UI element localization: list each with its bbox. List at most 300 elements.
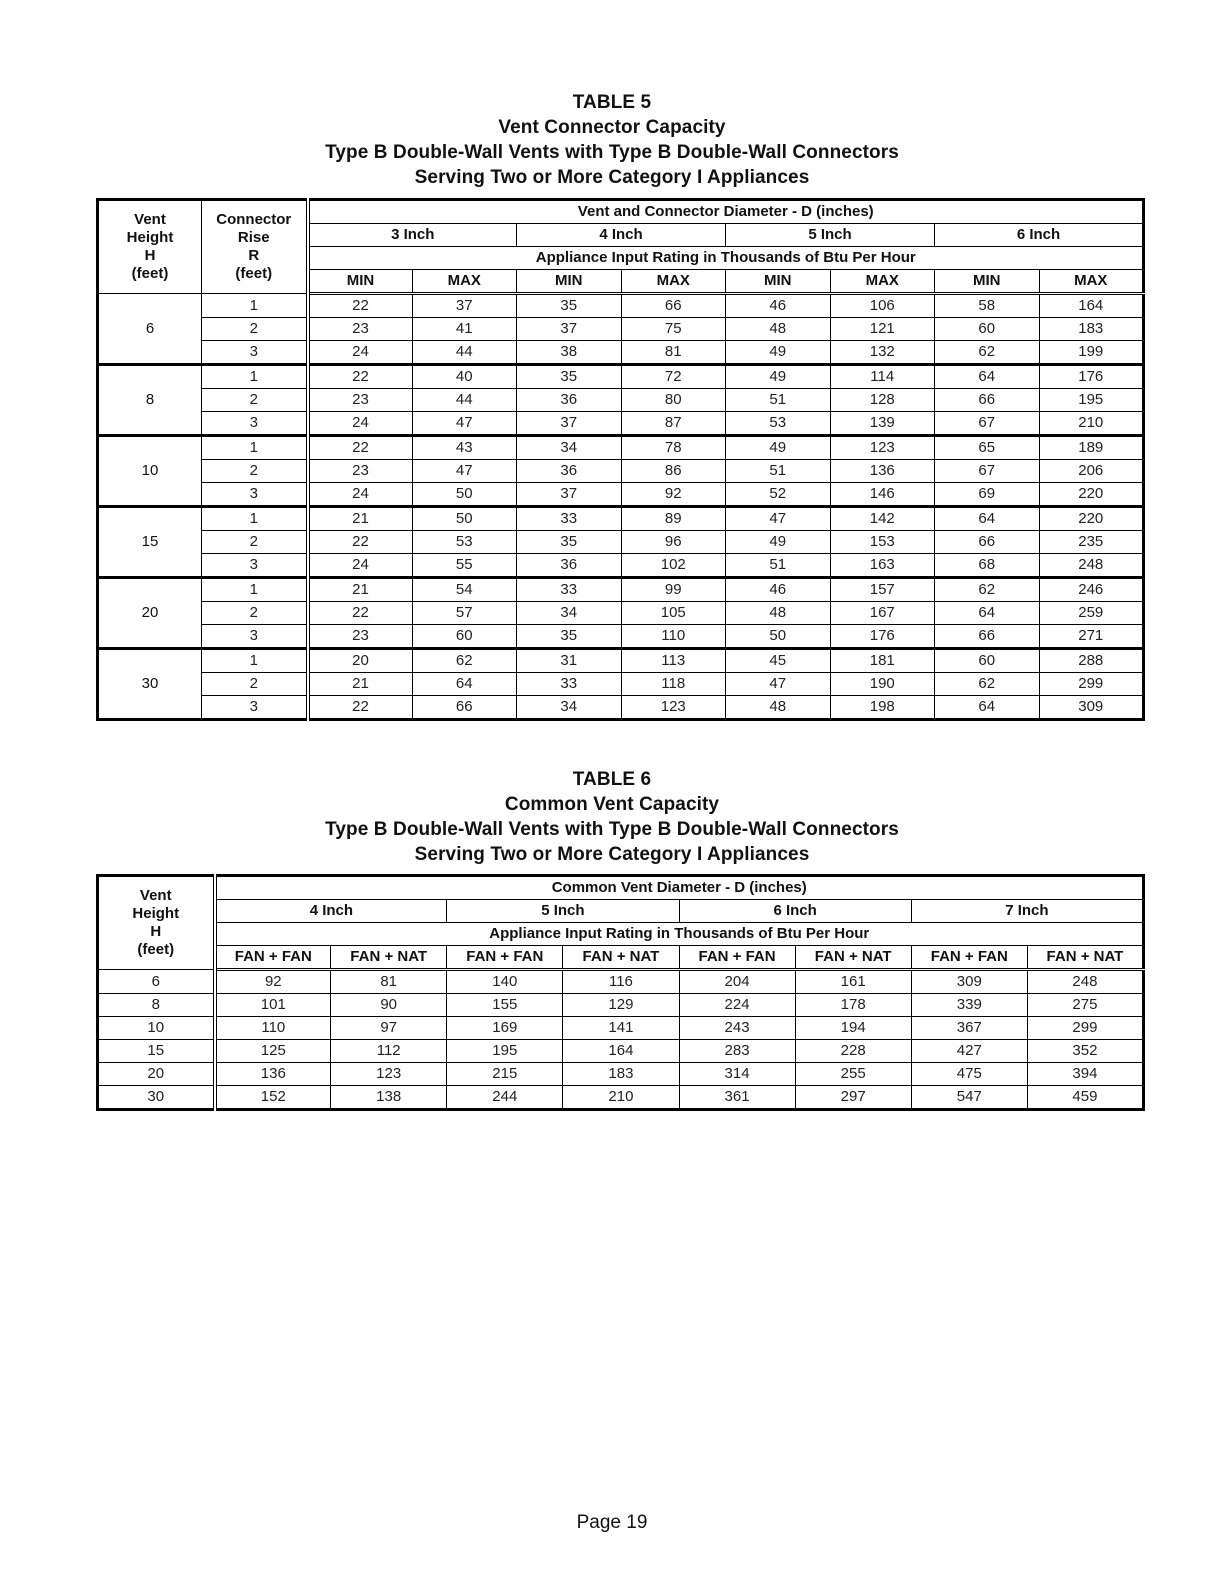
- table-row: [98, 389, 1144, 412]
- table6-diameter-label: 5 Inch: [447, 900, 679, 923]
- table-cell: 243: [679, 1017, 795, 1040]
- table-cell: 114: [830, 365, 935, 389]
- table-cell: 64: [935, 365, 1040, 389]
- table-cell: 24: [308, 554, 413, 578]
- table-cell: 69: [935, 483, 1040, 507]
- table-cell: 224: [679, 994, 795, 1017]
- table-row: [98, 483, 1144, 507]
- table-cell: 235: [1039, 531, 1144, 554]
- table5-body: [98, 294, 1144, 720]
- table-cell: 153: [830, 531, 935, 554]
- table5-header-row: [98, 200, 1144, 224]
- table-cell: 49: [726, 531, 831, 554]
- table-cell: 92: [621, 483, 726, 507]
- table-cell: 283: [679, 1040, 795, 1063]
- table6-subcol-row: [98, 946, 1144, 970]
- table-cell: 37: [412, 294, 517, 318]
- vent-height-cell: 30: [98, 649, 202, 720]
- table5-diameter-label: 6 Inch: [935, 224, 1144, 247]
- table-cell: 199: [1039, 341, 1144, 365]
- table5-subcol-label: MAX: [621, 270, 726, 294]
- table6-rating-header: Appliance Input Rating in Thousands of Btu Per Hour: [215, 923, 1144, 946]
- table-cell: 123: [621, 696, 726, 720]
- table5-diameter-label: 4 Inch: [517, 224, 726, 247]
- table-row: [98, 294, 1144, 318]
- table-cell: 176: [830, 625, 935, 649]
- table-cell: 36: [517, 460, 622, 483]
- table-cell: 44: [412, 389, 517, 412]
- vent-height-cell: 10: [98, 436, 202, 507]
- table-cell: 309: [1039, 696, 1144, 720]
- table-cell: 113: [621, 649, 726, 673]
- table-cell: 64: [935, 696, 1040, 720]
- table6-header-row: [98, 876, 1144, 900]
- header-line: Rise: [237, 229, 270, 246]
- table6-common-vent-capacity: [96, 874, 1145, 1111]
- page-number: Page 19: [576, 1512, 648, 1533]
- table-cell: 220: [1039, 483, 1144, 507]
- table-row: [98, 970, 1144, 994]
- table-cell: 43: [412, 436, 517, 460]
- table-cell: 157: [830, 578, 935, 602]
- table-row: [98, 318, 1144, 341]
- connector-rise-cell: 1: [202, 649, 308, 673]
- table-cell: 66: [412, 696, 517, 720]
- table-cell: 40: [412, 365, 517, 389]
- table-cell: 475: [911, 1063, 1027, 1086]
- connector-rise-cell: 1: [202, 294, 308, 318]
- table-cell: 52: [726, 483, 831, 507]
- table-cell: 132: [830, 341, 935, 365]
- table-cell: 60: [935, 318, 1040, 341]
- table6-diameter-label: 4 Inch: [215, 900, 447, 923]
- table-cell: 123: [331, 1063, 447, 1086]
- table-cell: 34: [517, 436, 622, 460]
- table-row: [98, 578, 1144, 602]
- table-cell: 47: [412, 412, 517, 436]
- table-cell: 60: [412, 625, 517, 649]
- table-cell: 48: [726, 696, 831, 720]
- table5-title-line: Type B Double-Wall Vents with Type B Double-Wall Connectors: [325, 142, 899, 163]
- connector-rise-cell: 3: [202, 483, 308, 507]
- table-cell: 58: [935, 294, 1040, 318]
- vent-height-cell: 10: [98, 1017, 215, 1040]
- table-cell: 102: [621, 554, 726, 578]
- table-cell: 24: [308, 412, 413, 436]
- table-cell: 64: [412, 673, 517, 696]
- table6-title: [0, 767, 1224, 867]
- table-cell: 44: [412, 341, 517, 365]
- table-cell: 220: [1039, 507, 1144, 531]
- table-cell: 194: [795, 1017, 911, 1040]
- table6-rating-row: [98, 923, 1144, 946]
- table-cell: 47: [412, 460, 517, 483]
- table-cell: 459: [1027, 1086, 1143, 1110]
- connector-rise-cell: 2: [202, 389, 308, 412]
- table-cell: 155: [447, 994, 563, 1017]
- table-cell: 20: [308, 649, 413, 673]
- table-cell: 21: [308, 578, 413, 602]
- header-line: (feet): [131, 265, 169, 282]
- table-cell: 22: [308, 294, 413, 318]
- table5-diameter-label: 3 Inch: [308, 224, 517, 247]
- vent-height-cell: 20: [98, 578, 202, 649]
- table-cell: 72: [621, 365, 726, 389]
- table-cell: 246: [1039, 578, 1144, 602]
- table6-subcol-label: FAN + NAT: [795, 946, 911, 970]
- table-cell: 128: [830, 389, 935, 412]
- connector-rise-cell: 1: [202, 578, 308, 602]
- table-cell: 169: [447, 1017, 563, 1040]
- table-cell: 146: [830, 483, 935, 507]
- table-cell: 23: [308, 625, 413, 649]
- header-line: (feet): [235, 265, 273, 282]
- table-cell: 309: [911, 970, 1027, 994]
- table-row: [98, 436, 1144, 460]
- table-cell: 152: [215, 1086, 331, 1110]
- vent-height-cell: 30: [98, 1086, 215, 1110]
- table-row: [98, 649, 1144, 673]
- table-cell: 23: [308, 389, 413, 412]
- table-cell: 49: [726, 365, 831, 389]
- table-cell: 297: [795, 1086, 911, 1110]
- table6-body: [98, 970, 1144, 1110]
- table-cell: 352: [1027, 1040, 1143, 1063]
- table-cell: 163: [830, 554, 935, 578]
- header-line: (feet): [137, 941, 175, 958]
- table6-diameter-label: 7 Inch: [911, 900, 1143, 923]
- table-cell: 50: [412, 483, 517, 507]
- table-cell: 167: [830, 602, 935, 625]
- table-cell: 53: [412, 531, 517, 554]
- table5-diameter-label: 5 Inch: [726, 224, 935, 247]
- vent-height-cell: 20: [98, 1063, 215, 1086]
- table-cell: 34: [517, 602, 622, 625]
- table-cell: 64: [935, 602, 1040, 625]
- table-cell: 22: [308, 365, 413, 389]
- connector-rise-cell: 1: [202, 436, 308, 460]
- table-cell: 48: [726, 318, 831, 341]
- table-cell: 35: [517, 531, 622, 554]
- table-cell: 142: [830, 507, 935, 531]
- vent-height-cell: 8: [98, 994, 215, 1017]
- table-cell: 24: [308, 483, 413, 507]
- table6-title-line: Type B Double-Wall Vents with Type B Double-Wall Connectors: [325, 819, 899, 840]
- table-cell: 97: [331, 1017, 447, 1040]
- table-row: [98, 460, 1144, 483]
- table5-rating-header: Appliance Input Rating in Thousands of Btu Per Hour: [308, 247, 1144, 270]
- table5-subcol-label: MIN: [517, 270, 622, 294]
- table-cell: 67: [935, 412, 1040, 436]
- table-cell: 45: [726, 649, 831, 673]
- table6-title-line: TABLE 6: [572, 769, 652, 790]
- table-cell: 38: [517, 341, 622, 365]
- table5-title-line: TABLE 5: [572, 92, 652, 113]
- table-cell: 123: [830, 436, 935, 460]
- table-cell: 176: [1039, 365, 1144, 389]
- table5-subcol-label: MAX: [1039, 270, 1144, 294]
- table-cell: 75: [621, 318, 726, 341]
- table-row: [98, 1086, 1144, 1110]
- table6-title-line: Common Vent Capacity: [504, 794, 720, 815]
- vent-height-cell: 15: [98, 1040, 215, 1063]
- table5-title: [0, 90, 1224, 190]
- table-row: [98, 554, 1144, 578]
- connector-rise-cell: 2: [202, 318, 308, 341]
- table5-vent-height-header: [98, 200, 202, 294]
- table6-subcol-label: FAN + NAT: [563, 946, 679, 970]
- table-cell: 248: [1027, 970, 1143, 994]
- table-cell: 139: [830, 412, 935, 436]
- header-line: Height: [126, 229, 174, 246]
- table-cell: 51: [726, 460, 831, 483]
- table-cell: 244: [447, 1086, 563, 1110]
- table6-vent-height-header: [98, 876, 215, 970]
- table-cell: 49: [726, 436, 831, 460]
- table-cell: 37: [517, 483, 622, 507]
- table-cell: 33: [517, 673, 622, 696]
- header-line: R: [248, 247, 260, 264]
- table-cell: 248: [1039, 554, 1144, 578]
- table-cell: 22: [308, 696, 413, 720]
- header-line: Vent: [134, 211, 166, 228]
- table-cell: 118: [621, 673, 726, 696]
- table5-subcol-label: MAX: [412, 270, 517, 294]
- table-cell: 210: [1039, 412, 1144, 436]
- table6-diameter-row: [98, 900, 1144, 923]
- connector-rise-cell: 3: [202, 696, 308, 720]
- connector-rise-cell: 2: [202, 673, 308, 696]
- table-cell: 136: [215, 1063, 331, 1086]
- table6-subcol-label: FAN + FAN: [447, 946, 563, 970]
- table-cell: 50: [412, 507, 517, 531]
- table-cell: 66: [935, 389, 1040, 412]
- table-cell: 101: [215, 994, 331, 1017]
- connector-rise-cell: 2: [202, 531, 308, 554]
- table5-connector-rise-header: [202, 200, 308, 294]
- connector-rise-cell: 3: [202, 341, 308, 365]
- table-cell: 195: [447, 1040, 563, 1063]
- table-cell: 35: [517, 294, 622, 318]
- table-cell: 21: [308, 673, 413, 696]
- connector-rise-cell: 2: [202, 602, 308, 625]
- table-cell: 105: [621, 602, 726, 625]
- table5-title-line: Vent Connector Capacity: [498, 117, 726, 138]
- table-cell: 47: [726, 507, 831, 531]
- table6-subcol-label: FAN + NAT: [331, 946, 447, 970]
- table-cell: 299: [1039, 673, 1144, 696]
- table-cell: 22: [308, 531, 413, 554]
- table-cell: 55: [412, 554, 517, 578]
- table-cell: 33: [517, 578, 622, 602]
- table-cell: 67: [935, 460, 1040, 483]
- table-cell: 36: [517, 554, 622, 578]
- table-cell: 367: [911, 1017, 1027, 1040]
- table-cell: 161: [795, 970, 911, 994]
- connector-rise-cell: 1: [202, 507, 308, 531]
- table6-subcol-label: FAN + FAN: [679, 946, 795, 970]
- table-cell: 129: [563, 994, 679, 1017]
- table-cell: 189: [1039, 436, 1144, 460]
- table-cell: 204: [679, 970, 795, 994]
- table-row: [98, 1040, 1144, 1063]
- connector-rise-cell: 3: [202, 412, 308, 436]
- table-cell: 206: [1039, 460, 1144, 483]
- table6-title-line: Serving Two or More Category I Appliances: [414, 844, 810, 865]
- table-cell: 89: [621, 507, 726, 531]
- table-cell: 62: [935, 673, 1040, 696]
- table5-subcol-label: MIN: [726, 270, 831, 294]
- table-cell: 210: [563, 1086, 679, 1110]
- table-cell: 275: [1027, 994, 1143, 1017]
- table-cell: 51: [726, 389, 831, 412]
- table6-subcol-label: FAN + FAN: [911, 946, 1027, 970]
- vent-height-cell: 6: [98, 294, 202, 365]
- table-row: [98, 625, 1144, 649]
- table-cell: 181: [830, 649, 935, 673]
- table-cell: 121: [830, 318, 935, 341]
- table-cell: 140: [447, 970, 563, 994]
- table-cell: 125: [215, 1040, 331, 1063]
- table-cell: 99: [621, 578, 726, 602]
- table5-diameter-header: Vent and Connector Diameter - D (inches): [308, 200, 1144, 224]
- table-cell: 50: [726, 625, 831, 649]
- table-cell: 41: [412, 318, 517, 341]
- table-cell: 314: [679, 1063, 795, 1086]
- table-cell: 35: [517, 625, 622, 649]
- table5-title-line: Serving Two or More Category I Appliances: [414, 167, 810, 188]
- vent-height-cell: 15: [98, 507, 202, 578]
- table-cell: 65: [935, 436, 1040, 460]
- table-row: [98, 673, 1144, 696]
- connector-rise-cell: 1: [202, 365, 308, 389]
- table-cell: 228: [795, 1040, 911, 1063]
- table-cell: 427: [911, 1040, 1027, 1063]
- table-cell: 299: [1027, 1017, 1143, 1040]
- vent-height-cell: 6: [98, 970, 215, 994]
- table-cell: 37: [517, 412, 622, 436]
- table6-subcol-label: FAN + FAN: [215, 946, 331, 970]
- table-cell: 37: [517, 318, 622, 341]
- table-cell: 22: [308, 436, 413, 460]
- table-row: [98, 602, 1144, 625]
- table-cell: 178: [795, 994, 911, 1017]
- table-cell: 49: [726, 341, 831, 365]
- table-cell: 198: [830, 696, 935, 720]
- table-cell: 62: [935, 578, 1040, 602]
- connector-rise-cell: 3: [202, 625, 308, 649]
- table-cell: 183: [563, 1063, 679, 1086]
- table-row: [98, 1063, 1144, 1086]
- table-row: [98, 412, 1144, 436]
- table-cell: 141: [563, 1017, 679, 1040]
- table-cell: 164: [563, 1040, 679, 1063]
- table-cell: 62: [935, 341, 1040, 365]
- table-cell: 78: [621, 436, 726, 460]
- table5-subcol-label: MIN: [935, 270, 1040, 294]
- table-cell: 190: [830, 673, 935, 696]
- header-line: Vent: [139, 887, 172, 904]
- table-cell: 46: [726, 578, 831, 602]
- table-cell: 57: [412, 602, 517, 625]
- table-cell: 62: [412, 649, 517, 673]
- table5-vent-connector-capacity: [96, 198, 1145, 721]
- table-cell: 259: [1039, 602, 1144, 625]
- table-cell: 47: [726, 673, 831, 696]
- table-cell: 547: [911, 1086, 1027, 1110]
- table-row: [98, 507, 1144, 531]
- table-cell: 90: [331, 994, 447, 1017]
- table-cell: 81: [621, 341, 726, 365]
- table-cell: 23: [308, 460, 413, 483]
- table-cell: 255: [795, 1063, 911, 1086]
- table-cell: 21: [308, 507, 413, 531]
- table-cell: 66: [621, 294, 726, 318]
- table-cell: 183: [1039, 318, 1144, 341]
- table-cell: 22: [308, 602, 413, 625]
- table-row: [98, 365, 1144, 389]
- table-cell: 339: [911, 994, 1027, 1017]
- table-cell: 164: [1039, 294, 1144, 318]
- table-cell: 86: [621, 460, 726, 483]
- table-cell: 80: [621, 389, 726, 412]
- table-cell: 110: [215, 1017, 331, 1040]
- table6-diameter-header: Common Vent Diameter - D (inches): [215, 876, 1144, 900]
- table-cell: 112: [331, 1040, 447, 1063]
- table5-subcol-label: MIN: [308, 270, 413, 294]
- table-cell: 46: [726, 294, 831, 318]
- table-cell: 110: [621, 625, 726, 649]
- table-cell: 68: [935, 554, 1040, 578]
- table-cell: 288: [1039, 649, 1144, 673]
- table-cell: 54: [412, 578, 517, 602]
- table-cell: 60: [935, 649, 1040, 673]
- table-cell: 394: [1027, 1063, 1143, 1086]
- table-cell: 116: [563, 970, 679, 994]
- table-cell: 33: [517, 507, 622, 531]
- table-cell: 48: [726, 602, 831, 625]
- table-cell: 81: [331, 970, 447, 994]
- table-cell: 195: [1039, 389, 1144, 412]
- table-cell: 87: [621, 412, 726, 436]
- table6-diameter-label: 6 Inch: [679, 900, 911, 923]
- table-cell: 23: [308, 318, 413, 341]
- table-cell: 136: [830, 460, 935, 483]
- connector-rise-cell: 2: [202, 460, 308, 483]
- vent-height-cell: 8: [98, 365, 202, 436]
- table-row: [98, 531, 1144, 554]
- header-line: H: [150, 923, 162, 940]
- table-cell: 51: [726, 554, 831, 578]
- table-cell: 215: [447, 1063, 563, 1086]
- connector-rise-cell: 3: [202, 554, 308, 578]
- table-cell: 24: [308, 341, 413, 365]
- table-row: [98, 1017, 1144, 1040]
- table-cell: 35: [517, 365, 622, 389]
- table-row: [98, 696, 1144, 720]
- header-line: Connector: [216, 211, 292, 228]
- header-line: Height: [132, 905, 180, 922]
- table-cell: 36: [517, 389, 622, 412]
- table-cell: 271: [1039, 625, 1144, 649]
- table-cell: 361: [679, 1086, 795, 1110]
- table-cell: 34: [517, 696, 622, 720]
- table-cell: 66: [935, 625, 1040, 649]
- table-cell: 66: [935, 531, 1040, 554]
- table-cell: 53: [726, 412, 831, 436]
- table-row: [98, 994, 1144, 1017]
- table5-subcol-label: MAX: [830, 270, 935, 294]
